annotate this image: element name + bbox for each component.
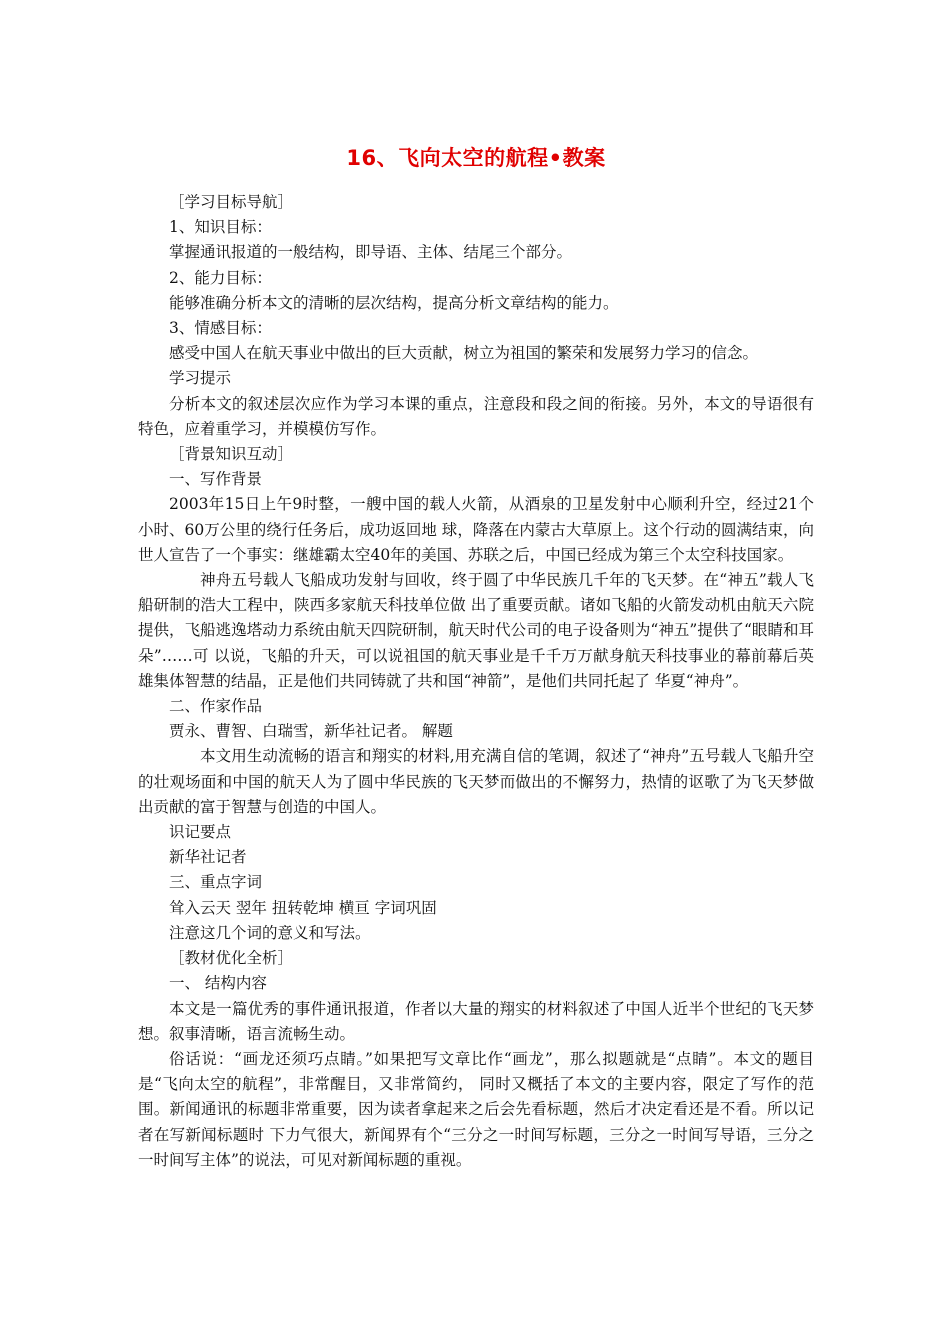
paragraph: 感受中国人在航天事业中做出的巨大贡献，树立为祖国的繁荣和发展努力学习的信念。 (169, 344, 759, 363)
paragraph: 识记要点 (169, 823, 232, 842)
paragraph: 本文是一篇优秀的事件通讯报道，作者以大量的翔实的材料叙述了中国人近半个世纪的飞天梦想。叙事清晰，语言流畅生动。 (138, 999, 814, 1043)
document-body (138, 190, 814, 1173)
paragraph: 贾永、曹智、白瑞雪，新华社记者。 解题 (169, 722, 453, 741)
paragraph: 三、重点字词 (169, 873, 263, 892)
paragraph: ［背景知识互动］ (169, 445, 294, 464)
paragraph: 1、知识目标： (169, 218, 272, 237)
paragraph: 2003年15日上午9时整，一艘中国的载人火箭，从酒泉的卫星发射中心顺利升空，经过21个小时、60万公里的绕行任务后，成功返回地 球，降落在内蒙古大草原上。这个行动的圆满结束，向世人宣告了一个事实：继雄霸太空40年的美国、苏联之后，中国已经成为第三个太空科技国家。 (138, 495, 814, 564)
paragraph: 新华社记者 (169, 848, 247, 867)
paragraph: 注意这几个词的意义和写法。 (169, 923, 371, 942)
paragraph: 神舟五号载人飞船成功发射与回收，终于圆了中华民族几千年的飞天梦。在“神五”载人飞船研制的浩大工程中，陕西多家航天科技单位做 出了重要贡献。诸如飞船的火箭发动机由航天六院提供，飞船逃逸塔动力系统由航天四院研制，航天时代公司的电子设备则为“神五”提供了“眼睛和耳朵”……可 以说，飞船的升天，可以说祖国的航天事业是千千万万献身航天科技事业的幕前幕后英雄集体智慧的结晶，正是他们共同铸就了共和国“神箭”，是他们共同托起了 华夏“神舟”。 (138, 571, 814, 690)
paragraph: 本文用生动流畅的语言和翔实的材料,用充满自信的笔调，叙述了“神舟”五号载人飞船升空的壮观场面和中国的航天人为了圆中华民族的飞天梦而做出的不懈努力，热情的讴歌了为飞天梦做出贡献的富于智慧与创造的中国人。 (138, 747, 814, 816)
paragraph: 2、能力目标： (169, 268, 272, 287)
paragraph: 一、 结构内容 (169, 974, 267, 993)
paragraph: 3、情感目标： (169, 319, 272, 338)
paragraph: ［学习目标导航］ (169, 193, 294, 211)
page-title: 16、飞向太空的航程•教案 (346, 146, 606, 170)
paragraph: 能够准确分析本文的清晰的层次结构，提高分析文章结构的能力。 (169, 293, 619, 312)
paragraph: 分析本文的叙述层次应作为学习本课的重点，注意段和段之间的衔接。另外，本文的导语很有特色，应着重学习，并模模仿写作。 (138, 394, 814, 438)
paragraph: 耸入云天 翌年 扭转乾坤 横亘 字词巩固 (169, 898, 437, 917)
paragraph: 俗话说：“画龙还须巧点睛。”如果把写文章比作“画龙”，那么拟题就是“点睛”。本文的题目是“飞向太空的航程”，非常醒目，又非常简约， 同时又概括了本文的主要内容，限定了写作的范围。新闻通讯的标题非常重要，因为读者拿起来之后会先看标题，然后才决定看还是不看。所以记者在写新闻标题时 下力气很大，新闻界有个“三分之一时间写标题，三分之一时间写导语，三分之一时间写主体”的说法，可见对新闻标题的重视。 (138, 1049, 814, 1169)
paragraph: 掌握通讯报道的一般结构，即导语、主体、结尾三个部分。 (169, 243, 573, 262)
paragraph: 二、作家作品 (169, 697, 263, 716)
paragraph: ［教材优化全析］ (169, 949, 294, 968)
paragraph: 一、写作背景 (169, 470, 263, 489)
paragraph: 学习提示 (169, 369, 232, 388)
